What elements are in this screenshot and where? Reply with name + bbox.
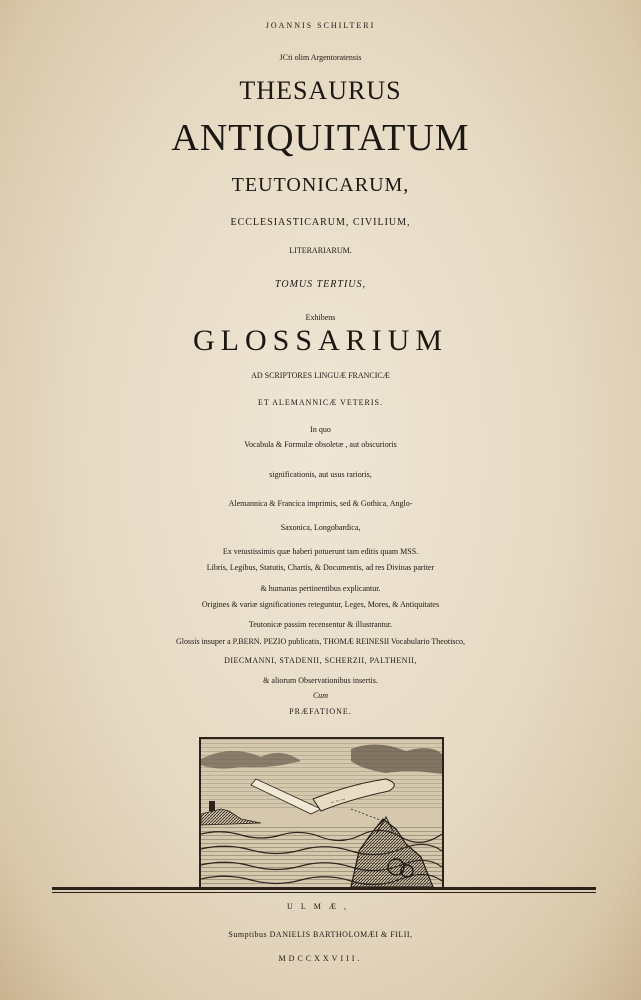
title-glossarium: GLOSSARIUM xyxy=(192,324,449,357)
exhibens-text: Exhibens xyxy=(305,313,336,322)
imprint-publisher: Sumptibus DANIELIS BARTHOLOMÆI & FILII, xyxy=(228,930,413,939)
description-line-10: Glossis insuper a P.BERN. PEZIO publicatis, THOMÆ REINESII Vocabulario Theotisco, xyxy=(176,637,465,646)
description-line-1: Vocabula & Formulæ obsoletæ , aut obscurioris xyxy=(244,440,397,449)
volume-label: TOMUS TERTIUS, xyxy=(274,279,367,290)
description-line-7: & humanas pertinentibus explicantur. xyxy=(260,584,381,593)
description-line-8: Origines & variæ significationes reteguntur, Leges, Mores, & Antiquitates xyxy=(201,600,440,609)
subtitle-lingue-francicae: AD SCRIPTORES LINGUÆ FRANCICÆ xyxy=(251,371,390,380)
title-thesaurus: THESAURUS xyxy=(239,76,402,105)
divider-rule-bottom xyxy=(52,892,596,893)
in-quo-text: In quo xyxy=(310,425,331,434)
description-line-9: Teutonicæ passim recensentur & illustrantur. xyxy=(248,620,393,629)
vignette-illustration xyxy=(201,739,442,887)
author-subtitle: JCti olim Argentoratensis xyxy=(279,53,362,62)
title-ecclesiasticarum: ECCLESIASTICARUM, CIVILIUM, xyxy=(230,217,411,228)
description-line-12: & aliorum Observationibus insertis. xyxy=(263,676,378,685)
author-name: JOANNIS SCHILTERI xyxy=(265,21,376,30)
description-line-3: Alemannica & Francica imprimis, sed & Gothica, Anglo- xyxy=(228,499,413,508)
svg-text:~ ~ ~: ~ ~ ~ xyxy=(329,795,346,807)
engraved-vignette xyxy=(199,737,444,889)
title-antiquitatum: ANTIQUITATUM xyxy=(171,117,470,159)
imprint-place: ULMÆ, xyxy=(287,902,354,911)
title-literariarum: LITERARIARUM. xyxy=(289,246,352,255)
title-teutonicarum: TEUTONICARUM, xyxy=(231,174,410,196)
description-line-11: DIECMANNI, STADENII, SCHERZII, PALTHENII, xyxy=(224,656,417,665)
divider-rule-top xyxy=(52,887,596,890)
cum-text: Cum xyxy=(312,691,329,700)
description-line-4: Saxonica, Longobardica, xyxy=(280,523,361,532)
description-line-5: Ex vetustissimis quæ haberi potuerunt tam editis quam MSS. xyxy=(222,547,419,556)
praefatione-text: PRÆFATIONE. xyxy=(289,707,352,716)
description-line-6: Libris, Legibus, Statutis, Chartis, & Documentis, ad res Divinas pariter xyxy=(206,563,435,572)
description-line-2: significationis, aut usus rarioris, xyxy=(269,470,372,479)
subtitle-alemannicae: ET ALEMANNICÆ VETERIS. xyxy=(257,398,384,407)
imprint-year: MDCCXXVIII. xyxy=(278,954,363,963)
